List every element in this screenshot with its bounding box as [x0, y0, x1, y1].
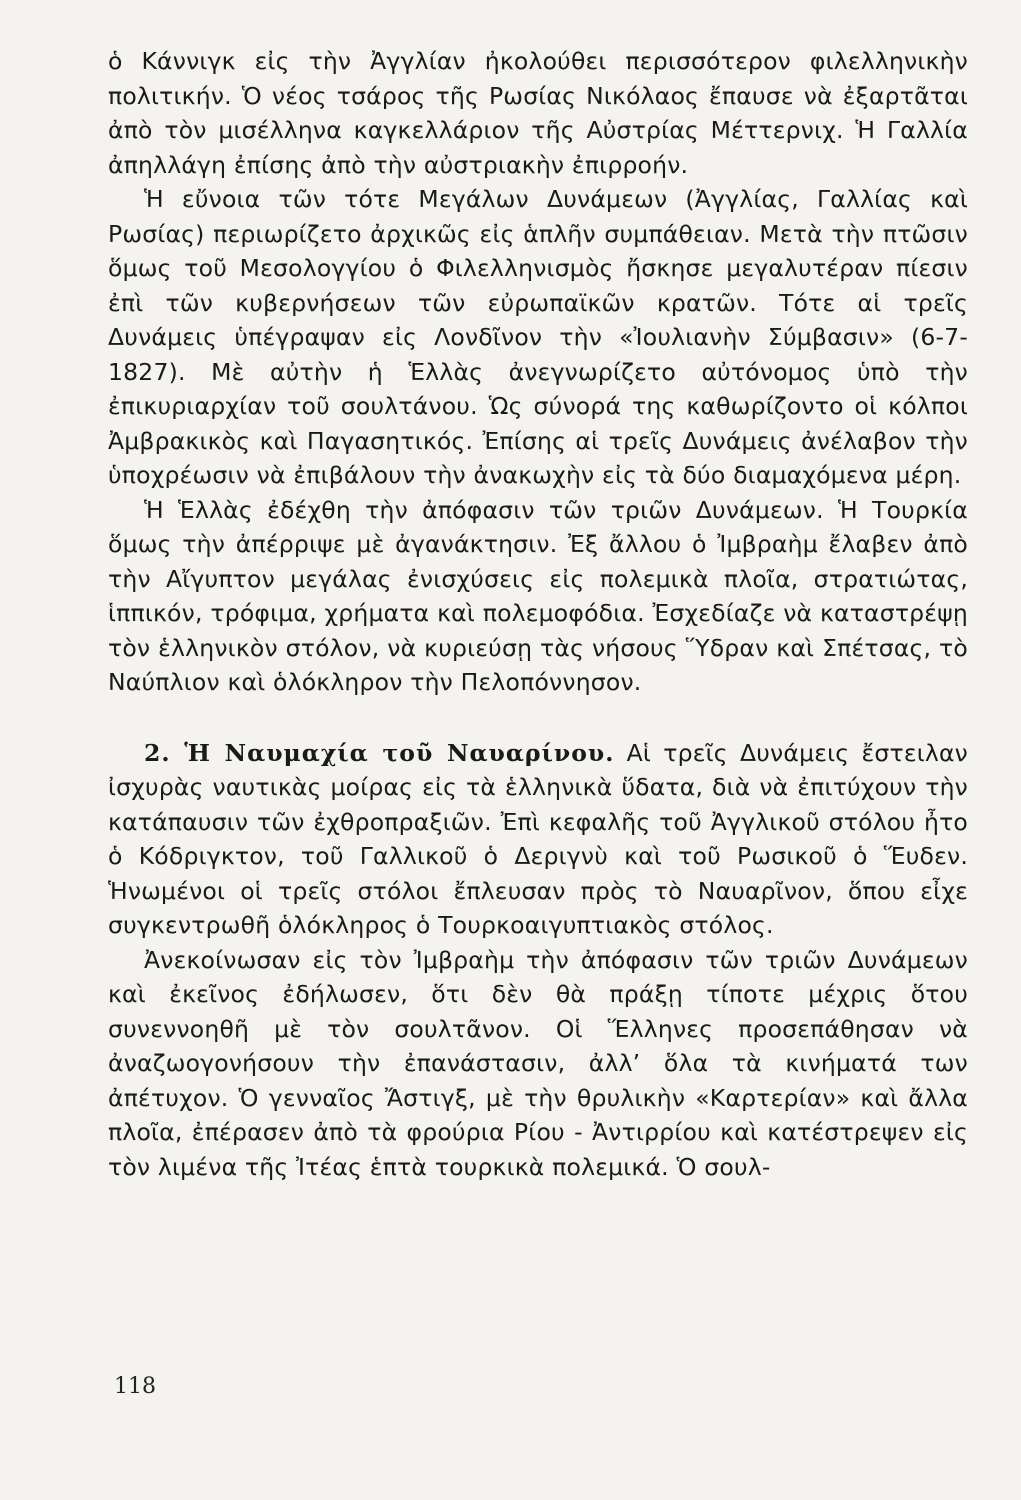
page-number: 118 [114, 1374, 156, 1399]
section-paragraph [108, 736, 968, 943]
page-body [108, 44, 968, 1184]
paragraph-1: ὁ Κάννιγκ εἰς τὴν Ἀγγλίαν ἠκολούθει περισσότερον φιλελληνικὴν πολιτικήν. Ὁ νέος τσάρος τῆς Ρωσίας Νικόλαος ἔπαυσε νὰ ἐξαρτᾶται ἀπὸ τὸν μισέλληνα καγκελλάριον τῆς Αὐστρίας Μέττερνιχ. Ἡ Γαλλία ἀπηλλάγη ἐπίσης ἀπὸ τὴν αὐστριακὴν ἐπιρροήν. [108, 47, 968, 179]
paragraph-5: Ἀνεκοίνωσαν εἰς τὸν Ἰμβραὴμ τὴν ἀπόφασιν τῶν τριῶν Δυνάμεων καὶ ἐκεῖνος ἐδήλωσεν, ὅτι δὲν θὰ πράξῃ τίποτε μέχρις ὅτου συνεννοηθῆ μὲ τὸν σουλτᾶνον. Οἱ Ἕλληνες προσεπάθησαν νὰ ἀναζωογονήσουν τὴν ἐπανάστασιν, ἀλλ’ ὅλα τὰ κινήματά των ἀπέτυχον. Ὁ γενναῖος Ἄστιγξ, μὲ τὴν θρυλικὴν «Καρτερίαν» καὶ ἄλλα πλοῖα, ἐπέρασεν ἀπὸ τὰ φρούρια Ρίου - Ἀντιρρίου καὶ κατέστρεψεν εἰς τὸν λιμένα τῆς Ἰτέας ἑπτὰ τουρκικὰ πολεμικά. Ὁ σουλ- [108, 945, 968, 1181]
paragraph-2: Ἡ εὔνοια τῶν τότε Μεγάλων Δυνάμεων (Ἀγγλίας, Γαλλίας καὶ Ρωσίας) περιωρίζετο ἀρχικῶς εἰς ἁπλῆν συμπάθειαν. Μετὰ τὴν πτῶσιν ὅμως τοῦ Μεσολογγίου ὁ Φιλελληνισμὸς ἤσκησε μεγαλυτέραν πίεσιν ἐπὶ τῶν κυβερνήσεων τῶν εὐρωπαϊκῶν κρατῶν. Τότε αἱ τρεῖς Δυνάμεις ὑπέγραψαν εἰς Λονδῖνον τὴν «Ἰουλιανὴν Σύμβασιν» (6-7-1827). Μὲ αὐτὴν ἡ Ἑλλὰς ἀνεγνωρίζετο αὐτόνομος ὑπὸ τὴν ἐπικυριαρχίαν τοῦ σουλτάνου. Ὡς σύνορά της καθωρίζοντο οἱ κόλποι Ἀμβρακικὸς καὶ Παγασητικός. Ἐπίσης αἱ τρεῖς Δυνάμεις ἀνέλαβον τὴν ὑποχρέωσιν νὰ ἐπιβάλουν τὴν ἀνακωχὴν εἰς τὰ δύο διαμαχόμενα μέρη. [108, 185, 968, 489]
section-heading: 2. Ἡ Ναυμαχία τοῦ Ναυαρίνου. [144, 738, 615, 767]
paragraph-3: Ἡ Ἑλλὰς ἐδέχθη τὴν ἀπόφασιν τῶν τριῶν Δυνάμεων. Ἡ Τουρκία ὅμως τὴν ἀπέρριψε μὲ ἀγανάκτησιν. Ἐξ ἄλλου ὁ Ἰμβραὴμ ἔλαβεν ἀπὸ τὴν Αἴγυπτον μεγάλας ἐνισχύσεις εἰς πολεμικὰ πλοῖα, στρατιώτας, ἱππικόν, τρόφιμα, χρήματα καὶ πολεμοφόδια. Ἐσχεδίαζε νὰ καταστρέψῃ τὸν ἑλληνικὸν στόλον, νὰ κυριεύσῃ τὰς νήσους Ὕδραν καὶ Σπέτσας, τὸ Ναύπλιον καὶ ὁλόκληρον τὴν Πελοπόννησον. [108, 495, 968, 696]
section-lead-text: Αἱ τρεῖς Δυνάμεις ἔστειλαν ἰσχυρὰς ναυτικὰς μοίρας εἰς τὰ ἑλληνικὰ ὕδατα, διὰ νὰ ἐπιτύχουν τὴν κατάπαυσιν τῶν ἐχθροπραξιῶν. Ἐπὶ κεφαλῆς τοῦ Ἀγγλικοῦ στόλου ἦτο ὁ Κόδριγκτον, τοῦ Γαλλικοῦ ὁ Δεριγνὺ καὶ τοῦ Ρωσικοῦ ὁ Ἕυδεν. Ἡνωμένοι οἱ τρεῖς στόλοι ἔπλευσαν πρὸς τὸ Ναυαρῖνον, ὅπου εἶχε συγκεντρωθῆ ὁλόκληρος ὁ Τουρκοαιγυπτιακὸς στόλος. [108, 738, 968, 939]
